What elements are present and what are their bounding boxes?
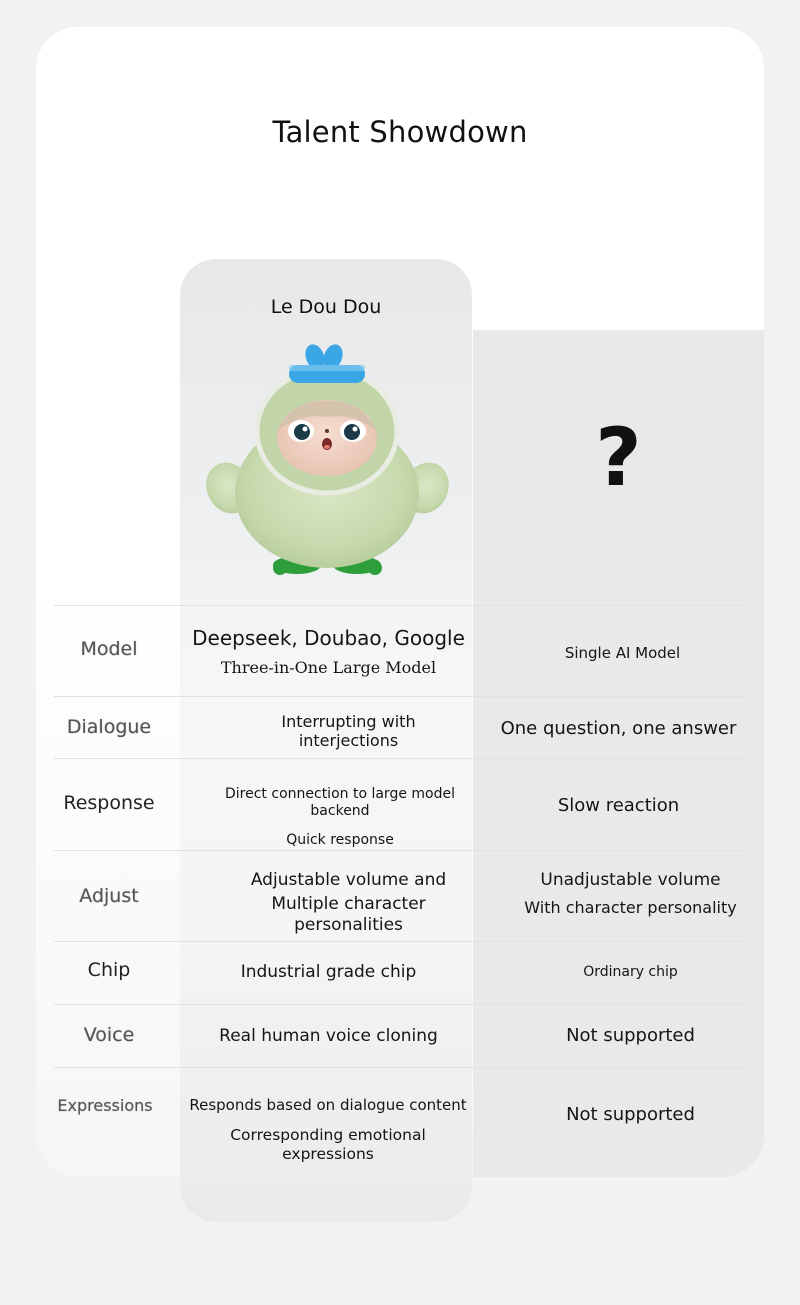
product-adjust-line1: Adjustable volume and — [250, 870, 447, 890]
row-label-response: Response — [63, 792, 155, 814]
competitor-adjust-line2: With character personality — [524, 898, 737, 918]
row-label-expressions: Expressions — [57, 1096, 153, 1115]
row-divider — [54, 850, 747, 851]
row-label-chip: Chip — [87, 959, 131, 981]
row-divider — [54, 941, 747, 942]
row-label-model: Model — [80, 638, 138, 660]
product-dialogue — [205, 712, 492, 750]
product-adjust — [205, 870, 492, 935]
competitor-response: Slow reaction — [557, 795, 680, 816]
product-model-line2: Three-in-One Large Model — [220, 658, 437, 677]
product-expressions-line2: Corresponding emotional expressions — [230, 1126, 426, 1163]
product-model — [185, 626, 472, 677]
product-dialogue-line2: interjections — [298, 731, 399, 751]
mascot-bow — [289, 343, 365, 383]
product-name: Le Dou Dou — [270, 296, 382, 318]
competitor-model: Single AI Model — [564, 644, 681, 662]
product-expressions-line1: Responds based on dialogue content — [189, 1096, 467, 1114]
product-expressions — [182, 1096, 474, 1163]
competitor-voice: Not supported — [566, 1025, 695, 1046]
competitor-dialogue: One question, one answer — [500, 718, 737, 739]
competitor-adjust — [488, 870, 773, 918]
row-label-adjust: Adjust — [79, 885, 139, 907]
product-adjust-line3: personalities — [294, 914, 403, 935]
competitor-adjust-line1: Unadjustable volume — [540, 870, 721, 890]
row-divider — [54, 605, 747, 606]
product-response-line1: Direct connection to large model backend — [225, 786, 455, 819]
row-divider — [54, 758, 747, 759]
page-title: Talent Showdown — [272, 115, 528, 149]
competitor-expressions: Not supported — [566, 1104, 695, 1125]
product-adjust-line2: Multiple character — [271, 894, 426, 915]
mascot-image — [205, 343, 450, 578]
row-label-voice: Voice — [83, 1024, 135, 1046]
product-response-line2: Quick response — [286, 831, 394, 848]
row-divider — [54, 696, 747, 697]
row-label-dialogue: Dialogue — [66, 716, 152, 738]
product-response — [195, 786, 485, 848]
product-model-line1: Deepseek, Doubao, Google — [192, 626, 465, 650]
question-mark: ? — [595, 411, 642, 504]
row-divider — [54, 1067, 747, 1068]
row-divider — [54, 1004, 747, 1005]
product-dialogue-line1: Interrupting with — [281, 712, 416, 731]
competitor-chip: Ordinary chip — [583, 964, 678, 980]
product-chip: Industrial grade chip — [240, 962, 417, 982]
product-voice: Real human voice cloning — [219, 1026, 438, 1046]
